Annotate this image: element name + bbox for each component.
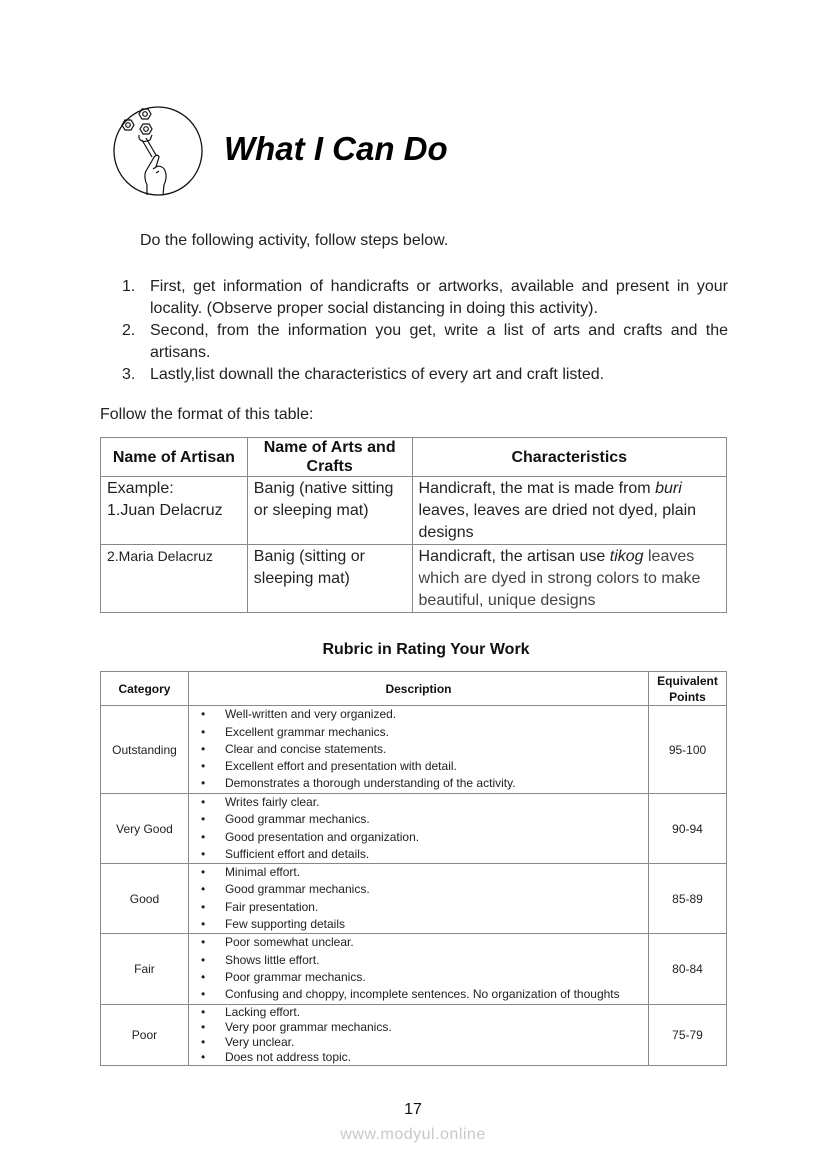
list-item: • Fair presentation. [200,899,319,914]
column-header: Characteristics [412,438,726,477]
table-row [101,545,727,613]
column-header: Category [101,672,189,706]
table-row [101,864,727,934]
list-item: • Very unclear. [200,1034,295,1049]
steps-list [122,276,728,386]
artisan-name: 1.Juan Delacruz [107,502,223,519]
craft-cell: Banig (sitting or sleeping mat) [247,545,412,613]
artisan-cell: 2.Maria Delacruz [101,545,248,613]
category-cell: Good [101,864,189,934]
description-cell [188,864,648,934]
material-name: tikog [609,548,644,565]
characteristics-cell: Handicraft, the mat is made from buri leaves, leaves are dried not dyed, plain designs [412,477,726,545]
table-row [101,1004,727,1065]
list-item: • Does not address topic. [200,1049,352,1064]
description-cell [188,1004,648,1065]
list-item: • Writes fairly clear. [200,795,320,809]
list-item: • Shows little effort. [200,952,320,967]
rubric-table [100,671,727,1066]
column-header: Name of Artisan [101,438,248,477]
material-name: buri [655,480,682,497]
step-item [122,364,728,386]
step-text: Lastly,list downall the characteristics of every art and craft listed. [150,366,605,383]
points-cell: 95-100 [649,706,727,794]
list-item: • Poor grammar mechanics. [200,969,366,984]
step-text: Second, from the information you get, write a list of arts and crafts and the artisans. [150,322,728,361]
list-item: • Very poor grammar mechanics. [200,1019,392,1034]
list-item: • Excellent grammar mechanics. [200,724,389,739]
points-cell: 85-89 [649,864,727,934]
list-item: • Good presentation and organization. [200,829,420,844]
step-item [122,276,728,320]
characteristics-cell: Handicraft, the artisan use tikog leaves which are dyed in strong colors to make beautiful, unique designs [412,545,726,613]
follow-format-text: Follow the format of this table: [100,406,314,423]
example-label: Example: [107,480,174,497]
watermark: www.modyul.online [340,1126,486,1143]
step-number: 2. [122,322,136,339]
list-item: • Clear and concise statements. [200,741,387,756]
points-cell: 90-94 [649,794,727,864]
step-number: 1. [122,278,136,295]
craft-cell: Banig (native sitting or sleeping mat) [247,477,412,545]
list-item: • Poor somewhat unclear. [200,935,354,950]
category-cell: Very Good [101,794,189,864]
list-item: • Lacking effort. [200,1004,301,1019]
table-header-row [101,438,727,477]
list-item: • Confusing and choppy, incomplete sentences. No organization of thoughts [200,987,620,1002]
points-cell: 80-84 [649,934,727,1004]
list-item: • Minimal effort. [200,865,301,880]
list-item: • Excellent effort and presentation with detail. [200,759,457,774]
list-item: • Few supporting details [200,917,346,932]
section-header [112,105,204,197]
column-header: Name of Arts and Crafts [247,438,412,477]
list-item: • Well-written and very organized. [200,707,397,722]
step-item [122,320,728,364]
column-header: Description [188,672,648,706]
description-cell [188,706,648,794]
intro-text: Do the following activity, follow steps below. [140,232,449,249]
page-title: What I Can Do [224,130,448,167]
table-header-row [101,672,727,706]
page-number: 17 [404,1101,422,1118]
table-row [101,794,727,864]
list-item: • Good grammar mechanics. [200,812,370,827]
artisan-cell [101,477,248,545]
category-cell: Fair [101,934,189,1004]
description-cell [188,794,648,864]
list-item: • Demonstrates a thorough understanding of the activity. [200,776,516,791]
table-row [101,477,727,545]
points-cell: 75-79 [649,1004,727,1065]
category-cell: Poor [101,1004,189,1065]
step-number: 3. [122,366,136,383]
format-table [100,437,727,613]
table-row [101,934,727,1004]
column-header: Equivalent Points [649,672,727,706]
table-row [101,706,727,794]
hand-wrench-bolts-icon [112,105,204,197]
category-cell: Outstanding [101,706,189,794]
rubric-title: Rubric in Rating Your Work [322,641,530,658]
list-item: • Good grammar mechanics. [200,882,370,897]
step-text: First, get information of handicrafts or artworks, available and present in your locality. (Observe proper social distancing in doing this activity). [150,278,728,317]
description-cell [188,934,648,1004]
list-item: • Sufficient effort and details. [200,846,370,861]
